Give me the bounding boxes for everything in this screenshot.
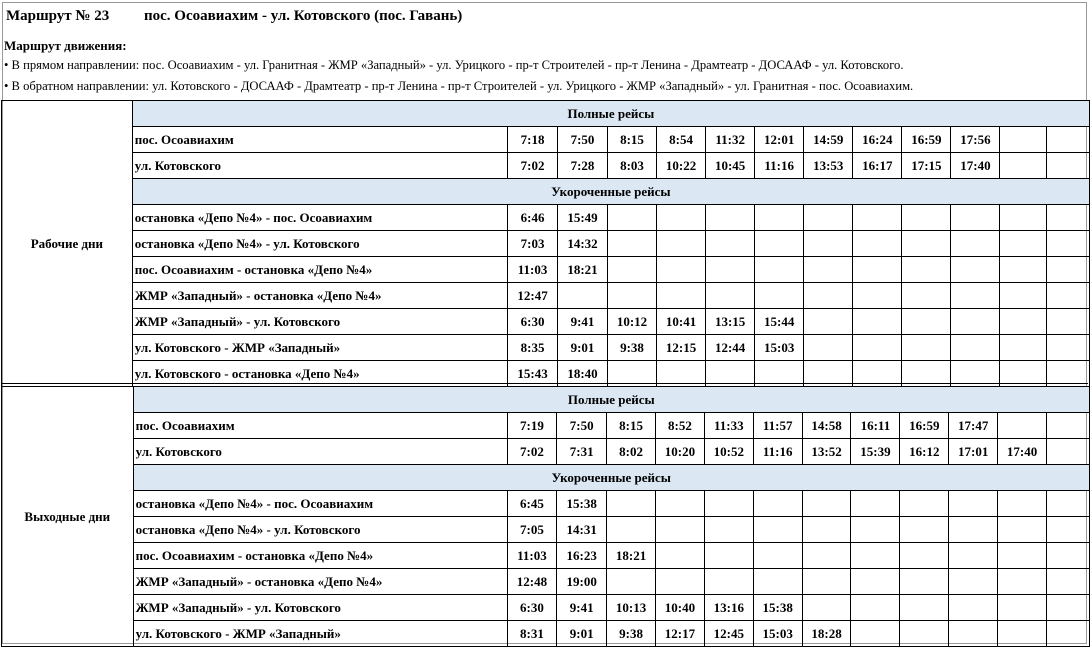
departure-time	[900, 595, 949, 621]
departure-time	[657, 231, 706, 257]
departure-time	[755, 205, 804, 231]
departure-time	[804, 335, 853, 361]
departure-time: 19:00	[557, 569, 607, 595]
departure-time	[951, 257, 1000, 283]
departure-time	[804, 205, 853, 231]
empty-cell	[1046, 413, 1089, 439]
departure-time	[802, 595, 851, 621]
empty-cell	[1046, 231, 1089, 257]
departure-time	[802, 517, 851, 543]
departure-time: 7:50	[558, 127, 608, 153]
departure-time	[704, 543, 753, 569]
trip-name: ЖМР «Западный» - остановка «Депо №4»	[132, 283, 507, 309]
empty-cell	[1046, 543, 1089, 569]
departure-time: 17:47	[949, 413, 998, 439]
departure-time: 11:16	[755, 153, 804, 179]
departure-time	[1000, 257, 1046, 283]
departure-time	[851, 543, 900, 569]
departure-time	[804, 309, 853, 335]
departure-time	[1000, 127, 1046, 153]
departure-time: 14:59	[804, 127, 853, 153]
departure-time: 11:16	[753, 439, 802, 465]
departure-time: 16:59	[900, 413, 949, 439]
departure-time	[900, 491, 949, 517]
departure-time: 9:01	[558, 335, 608, 361]
departure-time	[902, 257, 951, 283]
departure-time	[753, 543, 802, 569]
departure-time	[1000, 309, 1046, 335]
departure-time	[755, 283, 804, 309]
departure-time	[706, 231, 755, 257]
departure-time: 17:40	[998, 439, 1047, 465]
departure-time: 13:52	[802, 439, 851, 465]
section-separator	[1, 383, 1088, 384]
departure-time: 12:48	[507, 569, 557, 595]
departure-time: 16:17	[853, 153, 902, 179]
departure-time	[951, 283, 1000, 309]
departure-time: 7:28	[558, 153, 608, 179]
departure-time	[607, 283, 656, 309]
departure-time	[753, 517, 802, 543]
departure-time: 10:20	[655, 439, 704, 465]
route-heading: Маршрут движения:	[4, 38, 127, 53]
departure-time	[902, 205, 951, 231]
departure-time	[951, 309, 1000, 335]
table-row	[2, 335, 1090, 361]
day-type-label: Выходные дни	[2, 387, 134, 647]
departure-time	[655, 491, 704, 517]
departure-time	[949, 569, 998, 595]
departure-time	[607, 491, 656, 517]
departure-time: 10:40	[655, 595, 704, 621]
departure-time: 15:43	[508, 361, 558, 387]
empty-cell	[1046, 205, 1089, 231]
empty-cell	[1046, 283, 1089, 309]
departure-time	[998, 569, 1047, 595]
departure-time: 6:45	[507, 491, 557, 517]
trip-name: ул. Котовского - ЖМР «Западный»	[133, 621, 507, 647]
departure-time	[706, 257, 755, 283]
departure-time: 8:03	[607, 153, 656, 179]
table-row	[2, 283, 1090, 309]
departure-time: 11:03	[507, 543, 557, 569]
departure-time: 11:57	[753, 413, 802, 439]
departure-time: 15:39	[851, 439, 900, 465]
departure-time	[657, 205, 706, 231]
departure-time: 8:54	[657, 127, 706, 153]
departure-time: 9:01	[557, 621, 607, 647]
departure-time: 15:38	[557, 491, 607, 517]
departure-time: 12:15	[657, 335, 706, 361]
departure-time: 12:01	[755, 127, 804, 153]
departure-time: 11:32	[706, 127, 755, 153]
departure-time	[853, 205, 902, 231]
empty-cell	[1046, 127, 1089, 153]
departure-time: 14:58	[802, 413, 851, 439]
departure-time	[755, 257, 804, 283]
departure-time	[998, 543, 1047, 569]
departure-time: 11:33	[704, 413, 753, 439]
departure-time	[851, 621, 900, 647]
departure-time	[951, 205, 1000, 231]
departure-time: 7:31	[557, 439, 607, 465]
departure-time: 13:15	[706, 309, 755, 335]
empty-cell	[1046, 335, 1089, 361]
trip-name: остановка «Депо №4» - ул. Котовского	[133, 517, 507, 543]
departure-time	[1000, 231, 1046, 257]
departure-time	[900, 621, 949, 647]
empty-cell	[1046, 569, 1089, 595]
group-header: Укороченные рейсы	[133, 465, 1089, 491]
departure-time	[853, 257, 902, 283]
table-row	[2, 205, 1090, 231]
departure-time: 17:15	[902, 153, 951, 179]
table-row	[2, 153, 1090, 179]
departure-time	[704, 569, 753, 595]
departure-time: 16:11	[851, 413, 900, 439]
departure-time	[802, 543, 851, 569]
departure-time: 9:41	[557, 595, 607, 621]
group-header: Полные рейсы	[133, 387, 1089, 413]
departure-time	[851, 517, 900, 543]
departure-time: 13:16	[704, 595, 753, 621]
departure-time: 10:52	[704, 439, 753, 465]
trip-name: остановка «Депо №4» - пос. Осоавиахим	[133, 491, 507, 517]
trip-name: пос. Осоавиахим - остановка «Депо №4»	[132, 257, 507, 283]
departure-time: 18:21	[607, 543, 656, 569]
workdays-table	[1, 100, 1090, 387]
trip-name: ЖМР «Западный» - ул. Котовского	[132, 309, 507, 335]
departure-time: 15:03	[755, 335, 804, 361]
empty-cell	[1046, 153, 1089, 179]
departure-time: 10:41	[657, 309, 706, 335]
departure-time	[998, 517, 1047, 543]
departure-time	[655, 569, 704, 595]
departure-time: 17:40	[951, 153, 1000, 179]
departure-time: 17:56	[951, 127, 1000, 153]
departure-time	[949, 491, 998, 517]
departure-time	[655, 543, 704, 569]
departure-time: 12:44	[706, 335, 755, 361]
trip-name: остановка «Депо №4» - ул. Котовского	[132, 231, 507, 257]
departure-time	[851, 569, 900, 595]
departure-time	[607, 569, 656, 595]
trip-name: ул. Котовского	[132, 153, 507, 179]
departure-time: 15:03	[753, 621, 802, 647]
table-row	[2, 569, 1090, 595]
trip-name: ЖМР «Западный» - ул. Котовского	[133, 595, 507, 621]
departure-time: 7:02	[508, 153, 558, 179]
departure-time	[1000, 153, 1046, 179]
empty-cell	[1046, 491, 1089, 517]
group-header: Полные рейсы	[132, 101, 1089, 127]
departure-time: 9:38	[607, 621, 656, 647]
empty-cell	[1046, 595, 1089, 621]
departure-time	[902, 231, 951, 257]
departure-time: 18:28	[802, 621, 851, 647]
departure-time	[998, 491, 1047, 517]
weekends-table	[1, 386, 1090, 647]
group-header-row	[2, 179, 1090, 205]
table-row	[2, 621, 1090, 647]
departure-time: 16:12	[900, 439, 949, 465]
departure-time	[802, 491, 851, 517]
departure-time	[902, 283, 951, 309]
departure-time	[607, 231, 656, 257]
departure-time	[655, 517, 704, 543]
departure-time: 6:46	[508, 205, 558, 231]
group-header-row	[2, 465, 1090, 491]
departure-time: 8:15	[607, 127, 656, 153]
departure-time: 6:30	[508, 309, 558, 335]
departure-time	[804, 283, 853, 309]
departure-time: 6:30	[507, 595, 557, 621]
table-row	[2, 413, 1090, 439]
trip-name: ул. Котовского - остановка «Депо №4»	[132, 361, 507, 387]
group-header-row	[2, 101, 1090, 127]
departure-time	[949, 543, 998, 569]
departure-time: 7:03	[508, 231, 558, 257]
departure-time	[802, 569, 851, 595]
departure-time	[607, 257, 656, 283]
departure-time	[1000, 283, 1046, 309]
departure-time: 10:12	[607, 309, 656, 335]
departure-time: 8:52	[655, 413, 704, 439]
departure-time	[949, 517, 998, 543]
departure-time: 14:32	[558, 231, 608, 257]
departure-time: 10:22	[657, 153, 706, 179]
departure-time: 8:35	[508, 335, 558, 361]
departure-time	[902, 309, 951, 335]
departure-time	[706, 283, 755, 309]
departure-time	[607, 205, 656, 231]
trip-name: пос. Осоавиахим	[132, 127, 507, 153]
departure-time: 13:53	[804, 153, 853, 179]
departure-time	[949, 621, 998, 647]
departure-time: 8:02	[607, 439, 656, 465]
departure-time	[853, 231, 902, 257]
trip-name: ЖМР «Западный» - остановка «Депо №4»	[133, 569, 507, 595]
departure-time: 9:38	[607, 335, 656, 361]
departure-time: 11:03	[508, 257, 558, 283]
empty-cell	[1046, 439, 1089, 465]
departure-time	[704, 491, 753, 517]
table-row	[2, 231, 1090, 257]
departure-time	[998, 621, 1047, 647]
departure-time: 12:47	[508, 283, 558, 309]
backward-direction: • В обратном направлении: ул. Котовского - ДОСААФ - Драмтеатр - пр-т Ленина - пр-т Строителей - ул. Урицкого - ЖМР «Западный» - ул. Гранитная - пос. Осоавиахим.	[4, 79, 914, 93]
departure-time	[949, 595, 998, 621]
departure-time	[998, 413, 1047, 439]
group-header: Укороченные рейсы	[132, 179, 1089, 205]
departure-time	[900, 517, 949, 543]
empty-cell	[1046, 257, 1089, 283]
departure-time	[753, 569, 802, 595]
departure-time: 8:15	[607, 413, 656, 439]
departure-time: 7:05	[507, 517, 557, 543]
departure-time: 9:41	[558, 309, 608, 335]
departure-time	[657, 283, 706, 309]
departure-time	[558, 283, 608, 309]
departure-time	[804, 257, 853, 283]
departure-time: 12:17	[655, 621, 704, 647]
departure-time: 16:24	[853, 127, 902, 153]
departure-time	[657, 257, 706, 283]
trip-name: ул. Котовского - ЖМР «Западный»	[132, 335, 507, 361]
table-row	[2, 517, 1090, 543]
page-title	[6, 8, 462, 25]
departure-time: 16:59	[902, 127, 951, 153]
table-row	[2, 309, 1090, 335]
departure-time: 7:19	[507, 413, 557, 439]
table-row	[2, 127, 1090, 153]
departure-time: 18:21	[558, 257, 608, 283]
day-type-label: Рабочие дни	[2, 101, 133, 387]
departure-time: 15:44	[755, 309, 804, 335]
departure-time	[853, 283, 902, 309]
trip-name: остановка «Депо №4» - пос. Осоавиахим	[132, 205, 507, 231]
departure-time: 14:31	[557, 517, 607, 543]
departure-time: 16:23	[557, 543, 607, 569]
departure-time: 10:13	[607, 595, 656, 621]
group-header-row	[2, 387, 1090, 413]
departure-time: 18:40	[558, 361, 608, 387]
departure-time	[951, 231, 1000, 257]
departure-time: 12:45	[704, 621, 753, 647]
departure-time: 15:49	[558, 205, 608, 231]
departure-time: 15:38	[753, 595, 802, 621]
trip-name: пос. Осоавиахим - остановка «Депо №4»	[133, 543, 507, 569]
departure-time	[851, 595, 900, 621]
departure-time	[853, 335, 902, 361]
empty-cell	[1046, 621, 1089, 647]
trip-name: пос. Осоавиахим	[133, 413, 507, 439]
departure-time	[998, 595, 1047, 621]
departure-time: 17:01	[949, 439, 998, 465]
route-number: Маршрут № 23	[6, 8, 110, 24]
empty-cell	[1046, 309, 1089, 335]
table-row	[2, 439, 1090, 465]
empty-cell	[1046, 517, 1089, 543]
departure-time	[951, 335, 1000, 361]
departure-time	[755, 231, 804, 257]
table-row	[2, 491, 1090, 517]
departure-time	[900, 543, 949, 569]
departure-time	[851, 491, 900, 517]
departure-time	[804, 231, 853, 257]
departure-time: 10:45	[706, 153, 755, 179]
departure-time: 7:02	[507, 439, 557, 465]
route-name: пос. Осоавиахим - ул. Котовского (пос. Гавань)	[144, 8, 463, 24]
departure-time: 8:31	[507, 621, 557, 647]
departure-time	[1000, 205, 1046, 231]
departure-time	[853, 309, 902, 335]
forward-direction: • В прямом направлении: пос. Осоавиахим - ул. Гранитная - ЖМР «Западный» - ул. Урицкого - пр-т Строителей - пр-т Ленина - Драмтеатр - ДОСААФ - ул. Котовского.	[4, 58, 904, 72]
departure-time	[607, 517, 656, 543]
table-row	[2, 257, 1090, 283]
departure-time: 7:50	[557, 413, 607, 439]
table-row	[2, 595, 1090, 621]
trip-name: ул. Котовского	[133, 439, 507, 465]
departure-time	[900, 569, 949, 595]
departure-time	[902, 335, 951, 361]
departure-time	[706, 205, 755, 231]
departure-time	[1000, 335, 1046, 361]
departure-time	[704, 517, 753, 543]
departure-time	[753, 491, 802, 517]
departure-time: 7:18	[508, 127, 558, 153]
table-row	[2, 543, 1090, 569]
